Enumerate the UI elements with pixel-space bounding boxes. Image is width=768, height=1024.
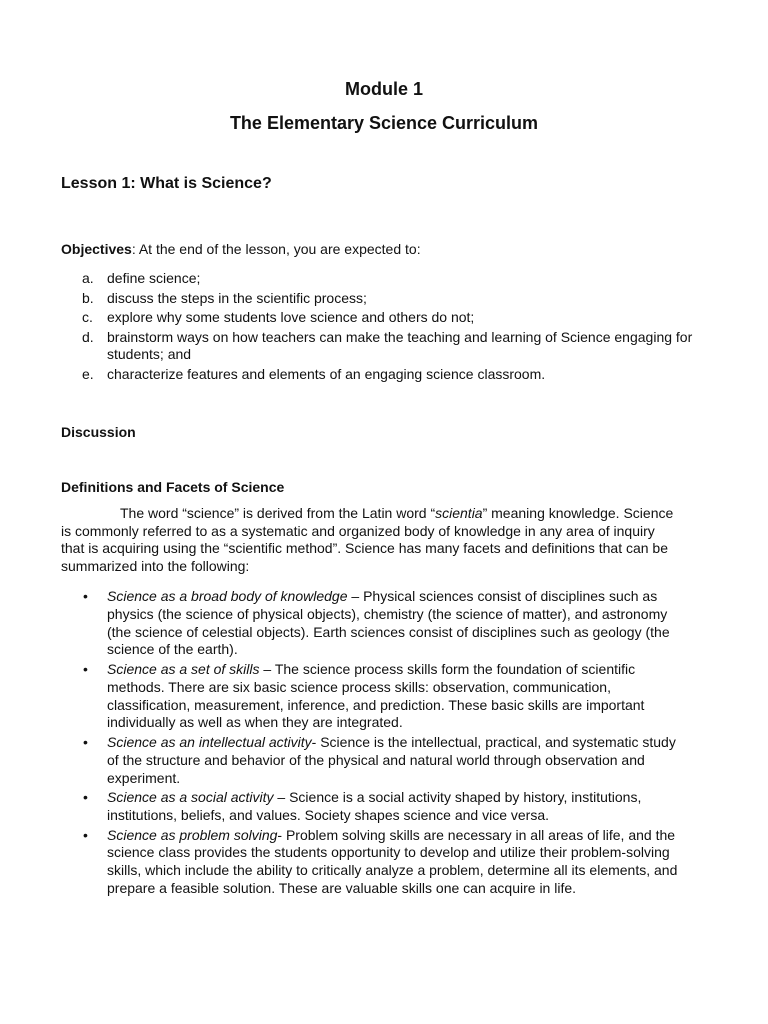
list-item [61,734,691,787]
facet-term: Science as a broad body of knowledge [107,588,348,604]
list-item-text: characterize features and elements of an engaging science classroom. [107,366,546,382]
facets-list [61,588,691,900]
list-item [61,308,701,328]
intro-paragraph [61,505,681,576]
facet-text: - Science is the intellectual, practical, and systematic study of the structure and behavior of the physical and natural world through observation and experiment. [107,733,676,786]
list-item-text: brainstorm ways on how teachers can make the teaching and learning of Science engaging for students; and [107,328,693,362]
list-marker: a. [82,270,94,286]
facet-term: Science as an intellectual activity [107,733,312,750]
list-item-text: explore why some students love science and others do not; [107,309,475,325]
list-marker: b. [82,289,94,306]
objectives-list [61,269,701,385]
list-item [61,827,691,898]
list-marker: c. [82,309,93,325]
list-item [61,289,701,309]
curriculum-title: The Elementary Science Curriculum [229,113,539,133]
list-item [61,365,701,385]
intro-text-end: ” meaning knowledge. Science is commonly referred to as a systematic and organized body of knowledge in any area of inquiry that is acquiring using the “scientific method”. Science has many facets and definitions that can be summarized into the following: [61,505,674,575]
objectives-line [61,241,421,257]
list-item [61,269,701,289]
list-item-text: define science; [107,270,201,286]
bullet: • [83,588,88,604]
list-item [61,789,691,825]
objectives-intro: : At the end of the lesson, you are expected to: [131,241,421,257]
list-item-text: discuss the steps in the scientific process; [107,289,367,306]
bullet: • [83,660,88,677]
facet-text: – Physical sciences consist of disciplines such as physics (the science of physical objects), chemistry (the science of matter), and astronomy (the science of celestial objects). Earth sciences consist of disciplines such as geology (the science of the earth). [107,588,670,658]
facet-term: Science as a set of skills [107,660,260,677]
intro-text-start: The word “science” is derived from the Latin word “ [120,505,436,521]
bullet: • [83,789,88,806]
facet-text: – The science process skills form the foundation of scientific methods. There are six basic science process skills: observation, communication, classification, measurement, inference, and prediction. These basic skills are important individually as well as when they are integrated. [107,660,645,731]
discussion-heading: Discussion [61,424,136,440]
facet-term: Science as problem solving [107,826,278,843]
list-item [61,588,691,659]
list-marker: e. [82,366,94,382]
facet-text: – Science is a social activity shaped by history, institutions, institutions, beliefs, and values. Society shapes science and vice versa. [107,789,642,823]
list-item [61,328,701,366]
facet-text: - Problem solving skills are necessary in all areas of life, and the science class provides the students opportunity to develop and utilize their problem-solving skills, which include the ability to critically analyze a problem, determine all its elements, and prepare a feasible solution. These are valuable skills one can acquire in life. [107,826,678,896]
lesson-heading: Lesson 1: What is Science? [61,175,272,192]
list-marker: d. [82,328,94,345]
list-item [61,661,691,732]
latin-word: scientia [435,505,483,521]
bullet: • [83,733,88,750]
module-title: Module 1 [344,79,423,99]
bullet: • [83,826,88,843]
objectives-label: Objectives [61,241,132,257]
section-heading: Definitions and Facets of Science [61,479,285,495]
facet-term: Science as a social activity [107,789,274,806]
